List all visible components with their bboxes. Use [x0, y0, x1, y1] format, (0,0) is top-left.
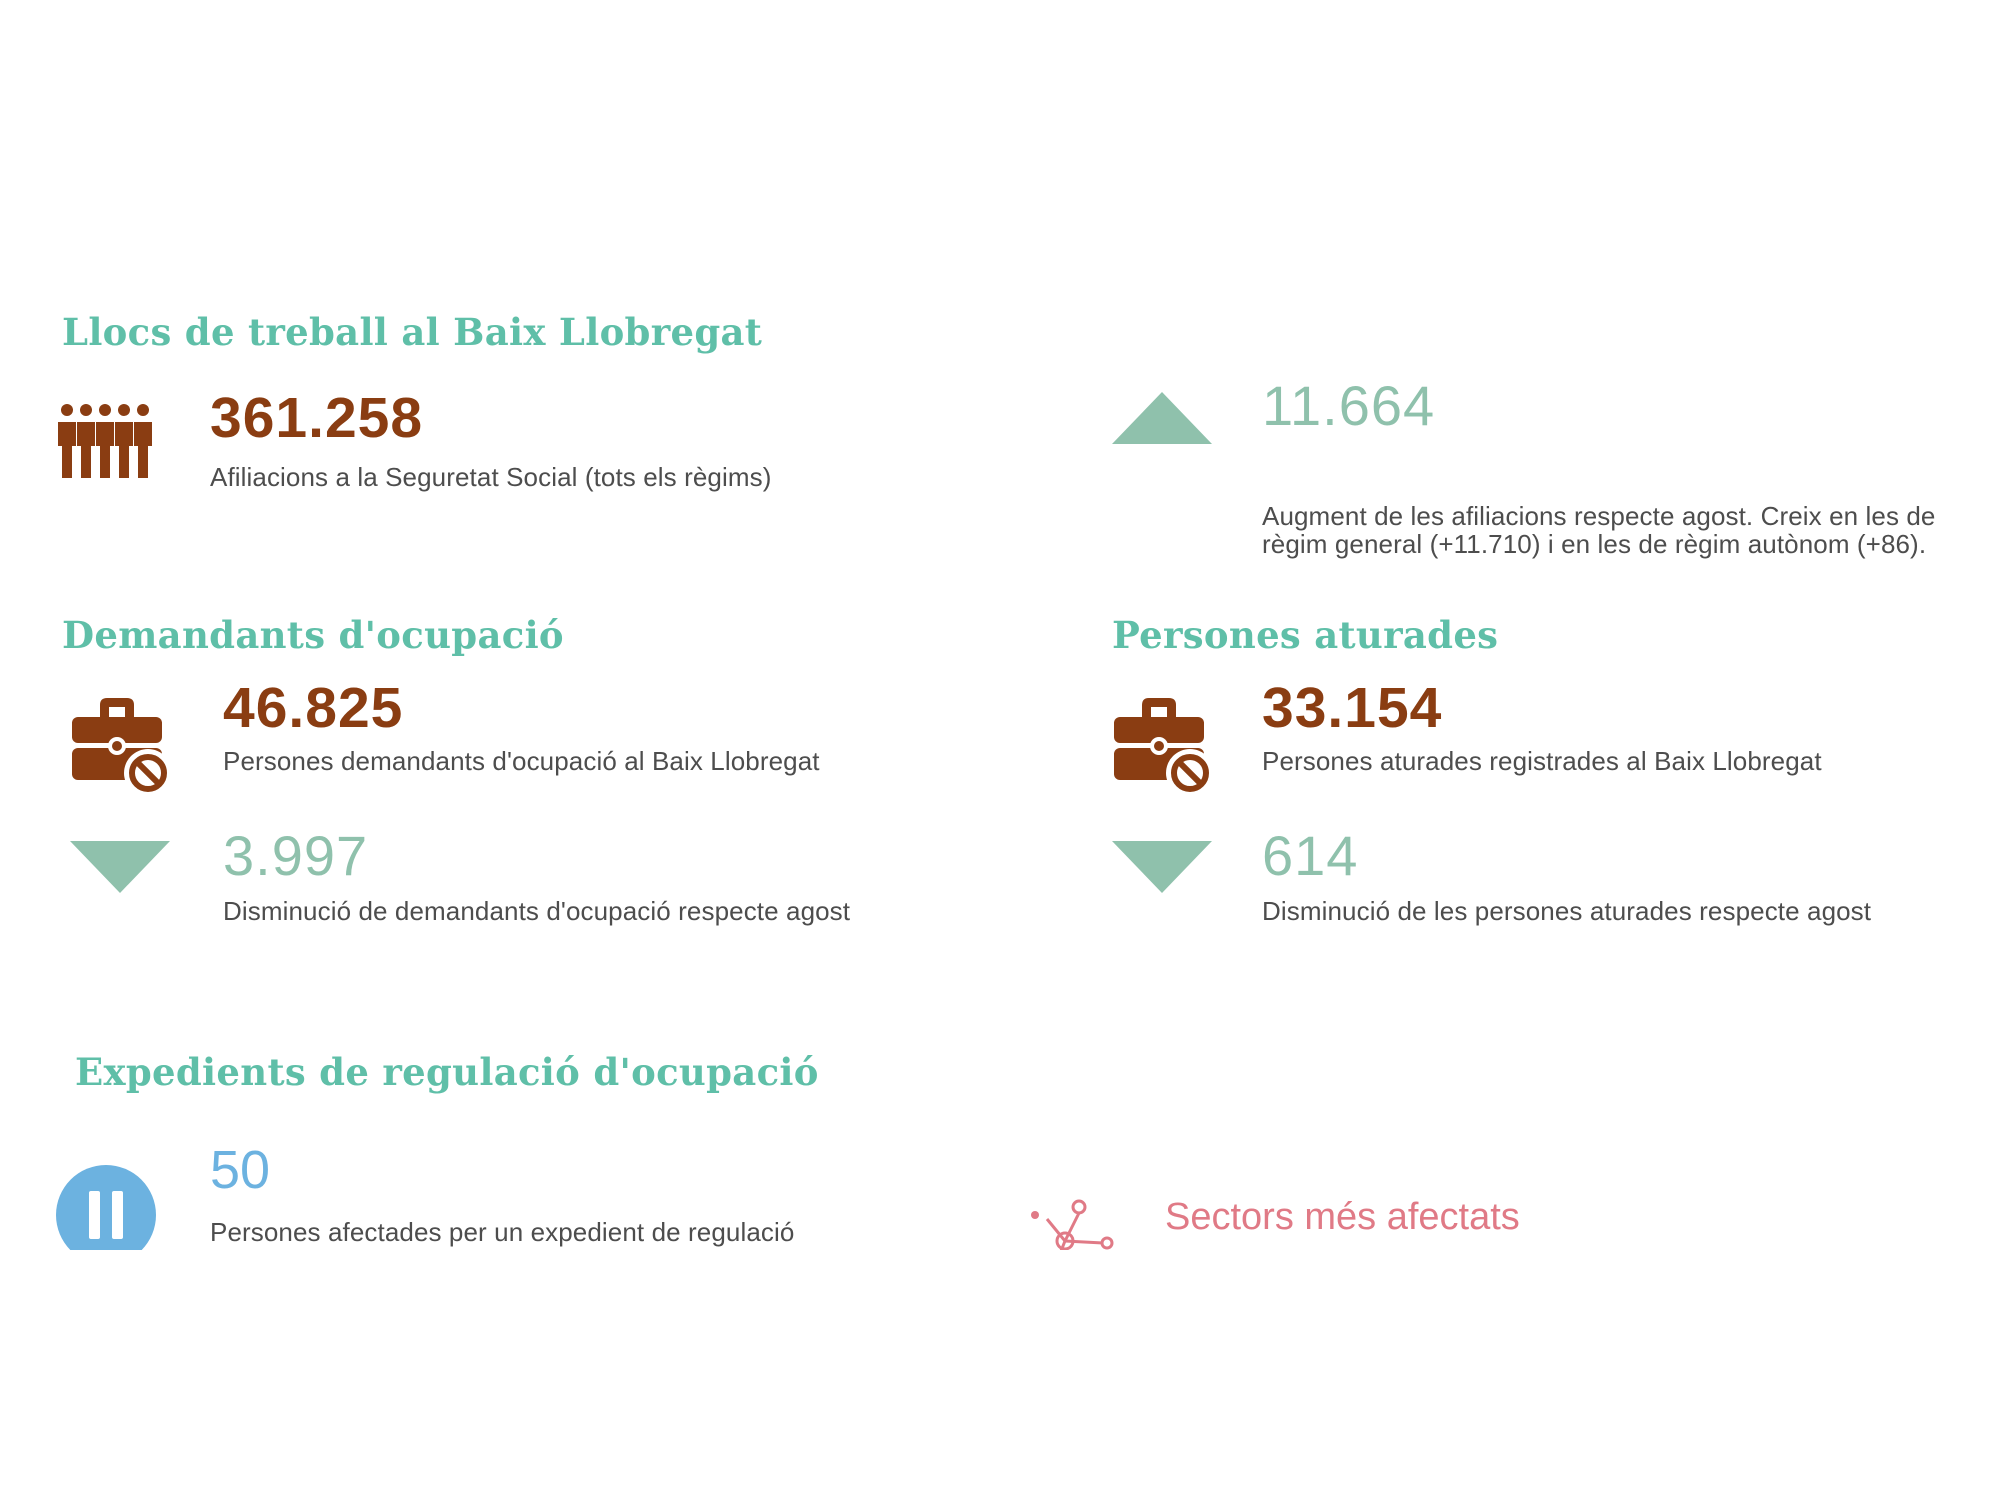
- triangle-up-icon: [1112, 392, 1212, 444]
- person-body: [96, 422, 114, 478]
- demandants-change-value: 3.997: [223, 824, 369, 887]
- aturades-change-description: Disminució de les persones aturades respecte agost: [1262, 896, 1872, 926]
- briefcase-blocked-icon: [1112, 695, 1212, 797]
- person-head: [80, 404, 92, 416]
- expedients-value: 50: [210, 1140, 271, 1200]
- arrow-down-shape: [70, 841, 170, 893]
- arrow-up-shape: [1112, 392, 1212, 444]
- demandants-value: 46.825: [223, 676, 404, 740]
- employment-infographic: [40, 280, 1980, 1250]
- sectors-label[interactable]: Sectors més afectats: [1165, 1196, 1520, 1238]
- pause-circle-icon: [56, 1165, 156, 1250]
- person-head: [99, 404, 111, 416]
- afiliacions-change-value: 11.664: [1262, 374, 1436, 437]
- person-body: [77, 422, 95, 478]
- person-body: [134, 422, 152, 478]
- afiliacions-value: 361.258: [210, 386, 424, 450]
- arrow-down-shape: [1112, 841, 1212, 893]
- expedients-description: Persones afectades per un expedient de regulació: [210, 1217, 795, 1247]
- person-body: [58, 422, 76, 478]
- demandants-heading: Demandants d'ocupació: [62, 613, 564, 657]
- aturades-change-value: 614: [1262, 824, 1359, 887]
- person-head: [137, 404, 149, 416]
- person-head: [61, 404, 73, 416]
- triangle-down-icon: [1112, 841, 1212, 893]
- aturades-description: Persones aturades registrades al Baix Llobregat: [1262, 746, 1822, 776]
- aturades-value: 33.154: [1262, 676, 1443, 740]
- aturades-heading: Persones aturades: [1112, 613, 1499, 657]
- afiliacions-change-description: Augment de les afiliacions respecte agost. Creix en les de règim general (+11.710) i en les de règim autònom (+86).: [1262, 501, 1936, 559]
- demandants-change-description: Disminució de demandants d'ocupació respecte agost: [223, 896, 851, 926]
- person-head: [118, 404, 130, 416]
- llocs-heading: Llocs de treball al Baix Llobregat: [62, 310, 763, 354]
- briefcase-blocked-icon: [70, 695, 170, 797]
- network-nodes-icon: [1027, 1195, 1122, 1250]
- people-group-icon: [57, 402, 153, 480]
- triangle-down-icon: [70, 841, 170, 893]
- afiliacions-description: Afiliacions a la Seguretat Social (tots els règims): [210, 462, 772, 492]
- person-body: [115, 422, 133, 478]
- expedients-heading: Expedients de regulació d'ocupació: [75, 1050, 819, 1094]
- demandants-description: Persones demandants d'ocupació al Baix Llobregat: [223, 746, 820, 776]
